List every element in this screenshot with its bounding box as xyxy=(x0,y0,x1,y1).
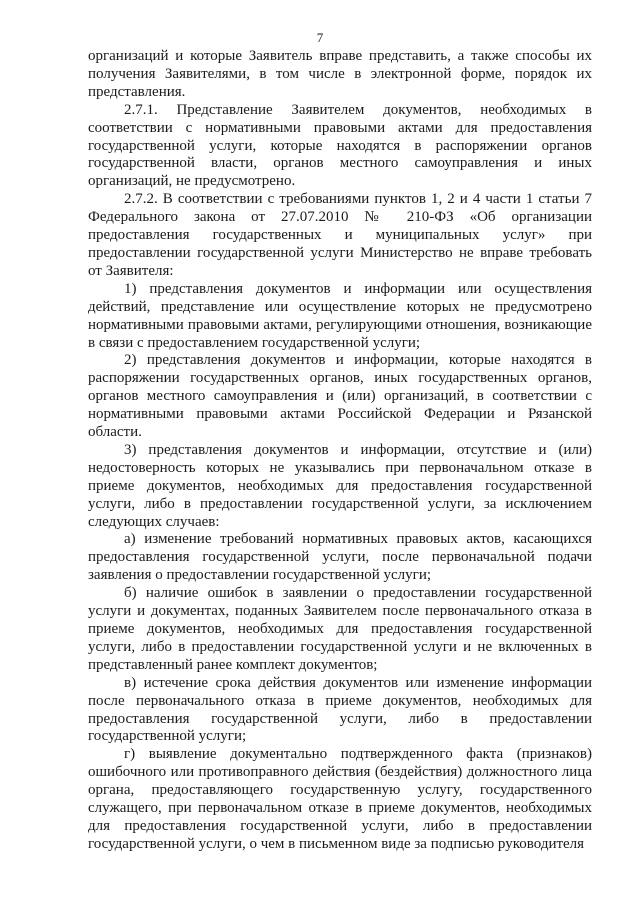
list-item-1: 1) представления документов и информации или осуществления действий, представление или осуществление которых не предусмотрено нормативными правовыми актами, регулирующими отношения, возникающие в связи с предоставлением государственной услуги; xyxy=(88,280,592,351)
sub-item-a: а) изменение требований нормативных правовых актов, касающихся предоставления государственной услуги, после первоначальной подачи заявления о предоставлении государственной услуги; xyxy=(88,531,592,584)
paragraph-2-7-1: 2.7.1. Представление Заявителем документов, необходимых в соответствии с нормативными правовыми актами для предоставления государственной услуги, которые находятся в распоряжении органов государственной власти, органов местного самоуправления и иных организаций, не предусмотрено. xyxy=(88,101,592,190)
list-item-2: 2) представления документов и информации, которые находятся в распоряжении государственных органов, иных государственных органов, органов местного самоуправления и (или) организаций, в соответствии с нормативными правовыми актами Российской Федерации и Рязанской области. xyxy=(88,352,592,441)
document-body xyxy=(88,48,592,854)
sub-item-g: г) выявление документально подтвержденного факта (признаков) ошибочного или противоправного действия (бездействия) должностного лица органа, предоставляющего государственную услугу, государственного служащего, при первоначальном отказе в приеме документов, необходимых для предоставления государственной услуги, либо в предоставлении государственной услуги, о чем в письменном виде за подписью руководителя xyxy=(88,746,592,852)
paragraph-2-7-2: 2.7.2. В соответствии с требованиями пунктов 1, 2 и 4 части 1 статьи 7 Федерального закона от 27.07.2010 № 210-ФЗ «Об организации предоставления государственных и муниципальных услуг» при предоставлении государственной услуги Министерство не вправе требовать от Заявителя: xyxy=(88,191,592,279)
sub-item-b: б) наличие ошибок в заявлении о предоставлении государственной услуги и документах, поданных Заявителем после первоначального отказа в приеме документов, необходимых для предоставления государственной услуги, либо в предоставлении государственной услуги и не включенных в представленный ранее комплект документов; xyxy=(88,585,592,673)
sub-item-v: в) истечение срока действия документов или изменение информации после первоначального отказа в приеме документов, необходимых для предоставления государственной услуги, либо в предоставлении государственной услуги; xyxy=(88,674,592,745)
list-item-3: 3) представления документов и информации, отсутствие и (или) недостоверность которых не указывались при первоначальном отказе в приеме документов, необходимых для предоставления государственной услуги, либо в предоставлении государственной услуги, за исключением следующих случаев: xyxy=(88,441,592,530)
paragraph-continued: организаций и которые Заявитель вправе представить, а также способы их получения Заявителями, в том числе в электронной форме, порядок их представления. xyxy=(88,48,592,100)
page-number: 7 xyxy=(316,30,324,45)
